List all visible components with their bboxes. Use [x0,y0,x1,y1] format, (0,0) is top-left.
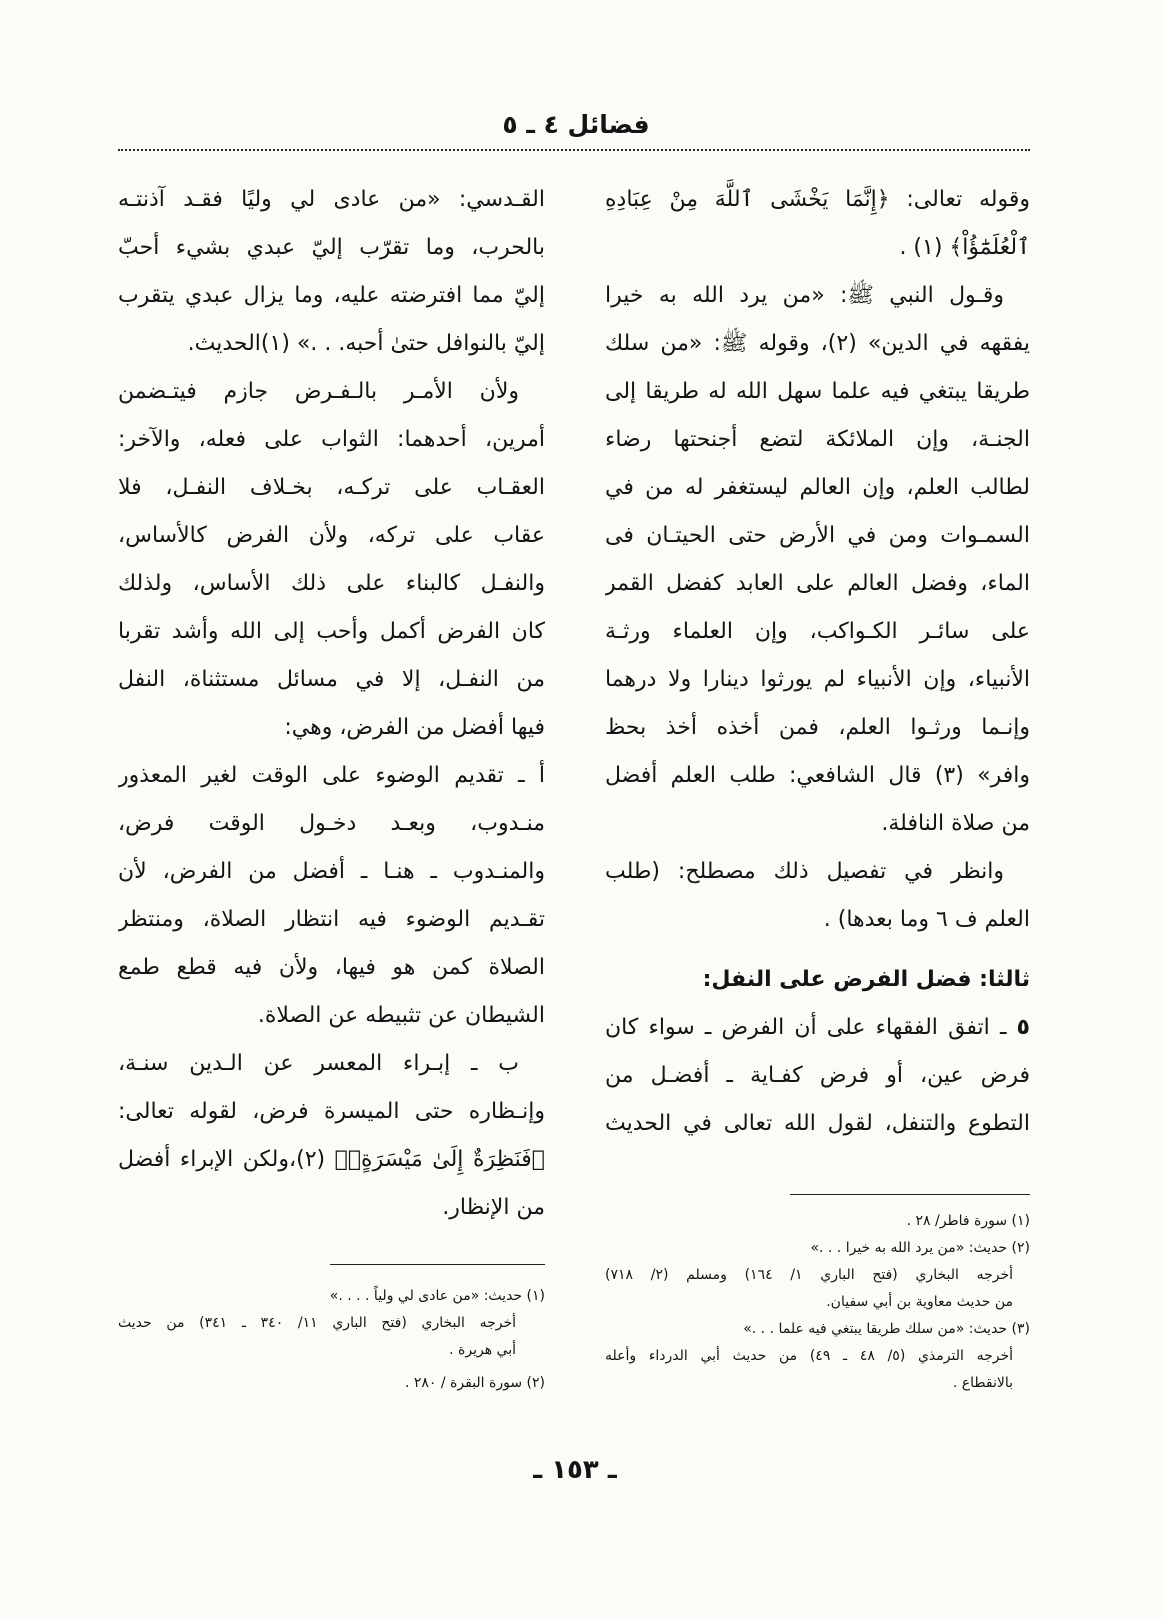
main-text-line: القـدسي: «من عادى لي وليًا فقـد آذنتـه [118,187,545,212]
main-text-line: الجنـة، وإن الملائكة لتضع أجنحتها رضاء [605,427,1030,452]
footnote-separator-left [330,1264,545,1265]
main-text-line: والمنـدوب ـ هنـا ـ أفضل من الفرض، لأن [118,859,545,884]
footnotes-right [605,1208,1030,1397]
right-text-column [605,176,1030,1148]
header-dotted-rule [118,149,1030,151]
main-text-line: يفقهه في الدين» (٢)، وقوله ﷺ: «من سلك [605,331,1030,356]
main-text-line: إليّ بالنوافل حتىٰ أحبه. . .» (١)الحديث. [187,331,545,356]
main-text-line: وقوله تعالى: ﴿إِنَّمَا يَخْشَى ٱللَّهَ مِنْ عِبَادِهِ [605,187,1030,212]
footnote-line: (١) سورة فاطر/ ٢٨ . [906,1213,1030,1229]
main-text-line: الصلاة كمن هو فيها، ولأن فيه قطع طمع [118,955,545,980]
page-header-title: فضائل ٤ ـ ٥ [502,110,650,139]
main-text-line: ولأن الأمـر بالـفـرض جازم فيتـضمن [118,379,519,404]
main-text-line: وقـول النبي ﷺ: «من يرد الله به خيرا [605,283,1004,308]
main-text-line: العقـاب على تركـه، بخـلاف النفـل، فلا [118,475,545,500]
main-text-line: وافر» (٣) قال الشافعي: طلب العلم أفضل [605,763,1030,788]
left-text-column [118,176,545,1232]
footnote-line: أخرجه البخاري (فتح الباري ١١/ ٣٤٠ ـ ٣٤١) من حديث [118,1315,516,1331]
main-text-line: من الإنظار. [442,1195,545,1220]
footnote-line: أخرجه البخاري (فتح الباري ١/ ١٦٤) ومسلم (٢/ ٧١٨) [605,1267,1014,1283]
main-text-line: من صلاة النافلة. [881,811,1030,836]
footnote-line: من حديث معاوية بن أبي سفيان. [826,1294,1013,1310]
main-text-line: فيها أفضل من الفرض، وهي: [284,715,545,740]
main-text-line: وانظر في تفصيل ذلك مصطلح: (طلب [605,859,1004,884]
main-text-line: إليّ مما افترضته عليه، وما يزال عبدي يتقرب [118,283,545,308]
main-text-line: تقـديم الوضوء فيه انتظار الصلاة، ومنتظر [118,907,545,932]
footnote-line: (١) حديث: «من عادى لي ولياً . . . .» [329,1288,545,1304]
main-text-line: أ ـ تقديم الوضوء على الوقت لغير المعذور [118,763,545,788]
main-text-line: العلم ف ٦ وما بعدها) . [823,907,1030,932]
page-number: ـ ١٥٣ ـ [533,1455,617,1485]
main-text-line: لطالب العلم، وإن العالم ليستغفر له من في [605,475,1030,500]
main-text-line: الماء، وفضل العالم على العابد كفضل القمر [605,571,1030,596]
main-text-line: كان الفرض أكمل وأحب إلى الله وأشد تقربا [118,619,545,644]
main-text-line: من النفـل، إلا في مسائل مستثناة، النفل [118,667,545,692]
main-text-line: على سائـر الكـواكب، وإن العلماء ورثـة [605,619,1030,644]
footnote-line: أخرجه الترمذي (٥/ ٤٨ ـ ٤٩) من حديث أبي الدرداء وأعله [605,1348,1013,1364]
main-text-line: الأنبياء، وإن الأنبياء لم يورثوا دينارا ولا درهما [605,667,1030,692]
main-text-line: بالحرب، وما تقرّب إليّ عبدي بشيء أحبّ [118,235,545,260]
main-text-line: أمرين، أحدهما: الثواب على فعله، والآخر: [118,427,545,452]
main-text-line: التطوع والتنفل، لقول الله تعالى في الحديث [605,1111,1030,1136]
main-text-line: منـدوب، وبعـد دخـول الوقت فرض، [118,811,545,836]
footnotes-left [118,1283,545,1397]
main-text-line: السمـوات ومن في الأرض حتى الحيتـان فى [605,523,1030,548]
footnote-line: (٣) حديث: «من سلك طريقا يبتغي فيه علما . . .» [743,1321,1030,1337]
footnote-separator-right [790,1194,1030,1195]
main-text-line: طريقا يبتغي فيه علما سهل الله له طريقا إلى [605,379,1030,404]
main-text-line: وإنـما ورثـوا العلم، فمن أخذه أخذ بحظ [605,715,1030,740]
footnote-line: (٢) حديث: «من يرد الله به خيرا . . .» [810,1240,1030,1256]
footnote-line: أبي هريرة . [449,1342,516,1358]
main-text-line: ﴿فَنَظِرَةٌ إِلَىٰ مَيْسَرَةٍۚ﴾ (٢)،ولكن الإبراء أفضل [118,1147,545,1172]
main-text-line-content: ـ اتفق الفقهاء على أن الفرض ـ سواء كان [605,1015,1007,1040]
main-text-line: ٱلْعُلَمَٰٓؤُاْ﴾ (١) . [899,235,1030,260]
main-text-line: ب ـ إبـراء المعسر عن الـدين سنـة، [118,1051,519,1076]
paragraph-number: ٥ [1016,1015,1030,1040]
main-text-line: عقاب على تركه، ولأن الفرض كالأساس، [118,523,545,548]
footnote-line: بالانقطاع . [952,1375,1013,1391]
main-text-line: والنفـل كالبناء على ذلك الأساس، ولذلك [118,571,545,596]
main-text-line [605,1004,1030,1052]
section-heading: ثالثا: فضل الفرض على النفل: [702,967,1030,992]
main-text-line: فرض عين، أو فرض كفـاية ـ أفضـل من [605,1063,1030,1088]
main-text-line: الشيطان عن تثبيطه عن الصلاة. [257,1003,545,1028]
footnote-line: (٢) سورة البقرة / ٢٨٠ . [404,1375,545,1391]
main-text-line: وإنـظاره حتى الميسرة فرض، لقوله تعالى: [118,1099,545,1124]
